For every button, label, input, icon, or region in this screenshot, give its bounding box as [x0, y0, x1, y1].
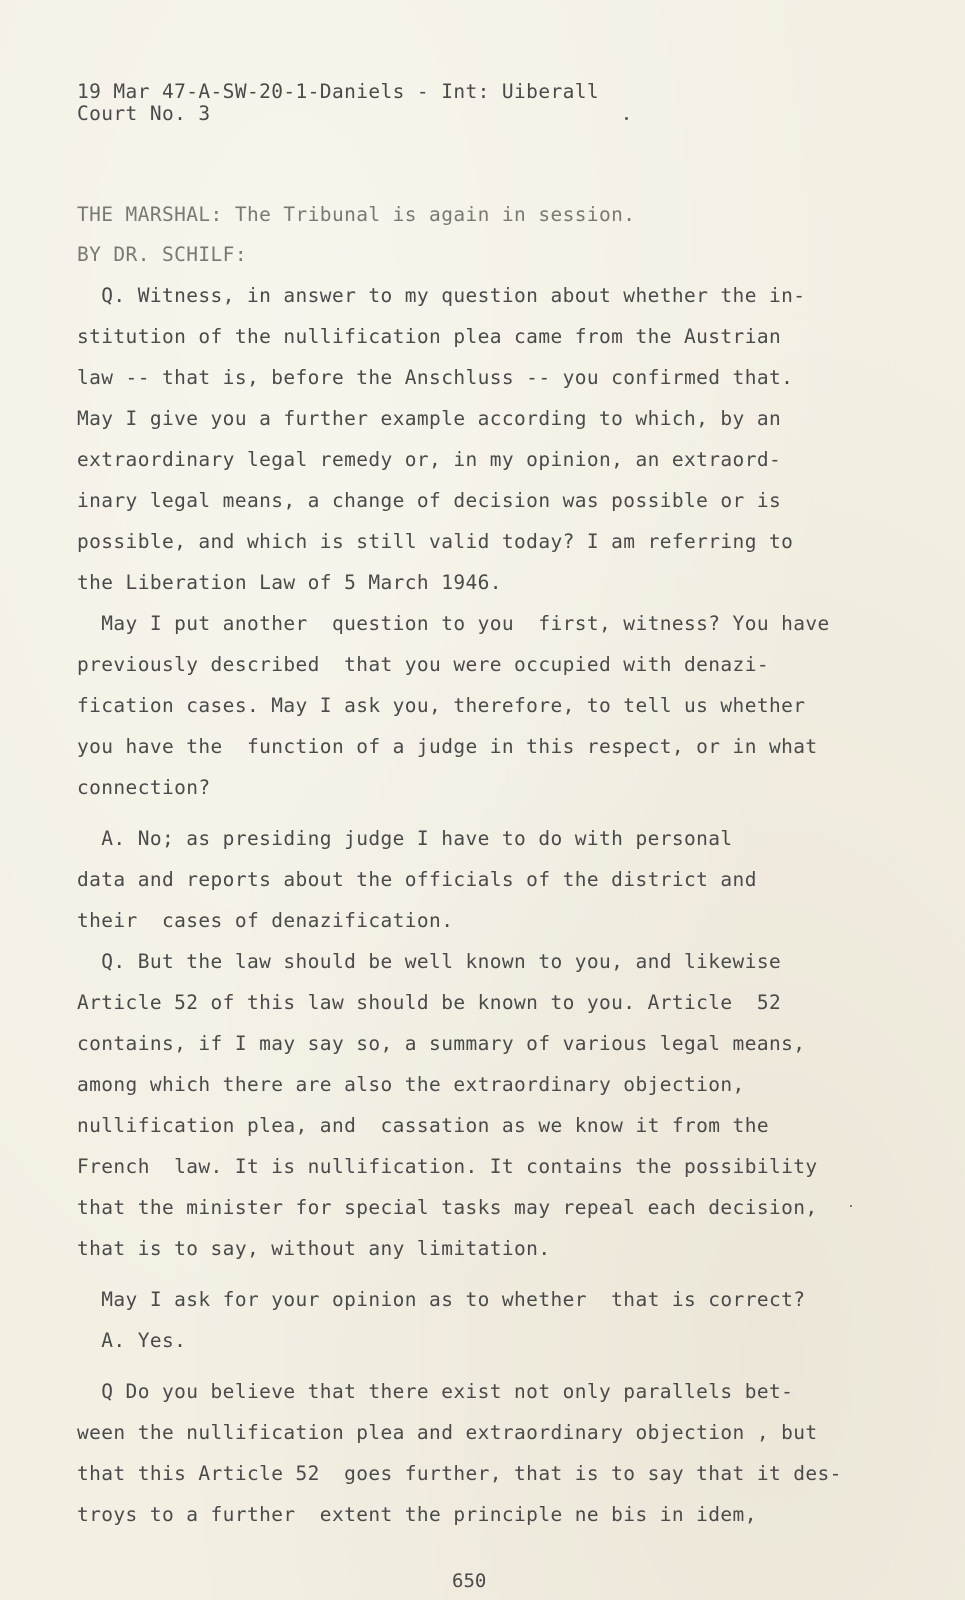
ink-speck — [850, 1205, 852, 1207]
body-line-8: inary legal means, a change of decision was possible or is — [77, 489, 782, 512]
body-line-22: among which there are also the extraordinary objection, — [77, 1073, 745, 1096]
body-line-21: contains, if I may say so, a summary of various legal means, — [77, 1032, 806, 1055]
body-line-29: Q Do you believe that there exist not only parallels bet- — [77, 1380, 794, 1403]
body-line-12: previously described that you were occupied with denazi- — [77, 653, 769, 676]
body-line-23: nullification plea, and cassation as we know it from the — [77, 1114, 769, 1137]
body-line-10: the Liberation Law of 5 March 1946. — [77, 571, 502, 594]
body-line-1: THE MARSHAL: The Tribunal is again in session. — [77, 203, 636, 226]
body-line-11: May I put another question to you first, witness? You have — [77, 612, 830, 635]
body-line-25: that the minister for special tasks may repeal each decision, — [77, 1196, 818, 1219]
body-line-19: Q. But the law should be well known to you, and likewise — [77, 950, 782, 973]
body-line-4: stitution of the nullification plea came from the Austrian — [77, 325, 782, 348]
header-line-2: Court No. 3 — [77, 102, 211, 125]
body-line-27: May I ask for your opinion as to whether that is correct? — [77, 1288, 806, 1311]
body-line-15: connection? — [77, 776, 211, 799]
body-line-28: A. Yes. — [77, 1329, 187, 1352]
body-line-17: data and reports about the officials of the district and — [77, 868, 757, 891]
body-line-18: their cases of denazification. — [77, 909, 454, 932]
body-line-16: A. No; as presiding judge I have to do with personal — [77, 827, 733, 850]
body-line-26: that is to say, without any limitation. — [77, 1237, 551, 1260]
body-line-13: fication cases. May I ask you, therefore, to tell us whether — [77, 694, 806, 717]
body-line-20: Article 52 of this law should be known to you. Article 52 — [77, 991, 782, 1014]
body-line-3: Q. Witness, in answer to my question about whether the in- — [77, 284, 806, 307]
body-line-2: BY DR. SCHILF: — [77, 243, 247, 266]
body-line-30: ween the nullification plea and extraordinary objection , but — [77, 1421, 818, 1444]
page-number: 650 — [452, 1570, 487, 1592]
body-line-24: French law. It is nullification. It contains the possibility — [77, 1155, 818, 1178]
body-line-9: possible, and which is still valid today? I am referring to — [77, 530, 794, 553]
body-line-32: troys to a further extent the principle ne bis in idem, — [77, 1503, 757, 1526]
ink-speck — [625, 117, 628, 120]
body-line-6: May I give you a further example according to which, by an — [77, 407, 782, 430]
body-line-7: extraordinary legal remedy or, in my opinion, an extraord- — [77, 448, 782, 471]
body-line-14: you have the function of a judge in this respect, or in what — [77, 735, 818, 758]
header-line-1: 19 Mar 47-A-SW-20-1-Daniels - Int: Uiberall — [77, 80, 600, 103]
body-line-5: law -- that is, before the Anschluss -- you confirmed that. — [77, 366, 794, 389]
body-line-31: that this Article 52 goes further, that is to say that it des- — [77, 1462, 842, 1485]
